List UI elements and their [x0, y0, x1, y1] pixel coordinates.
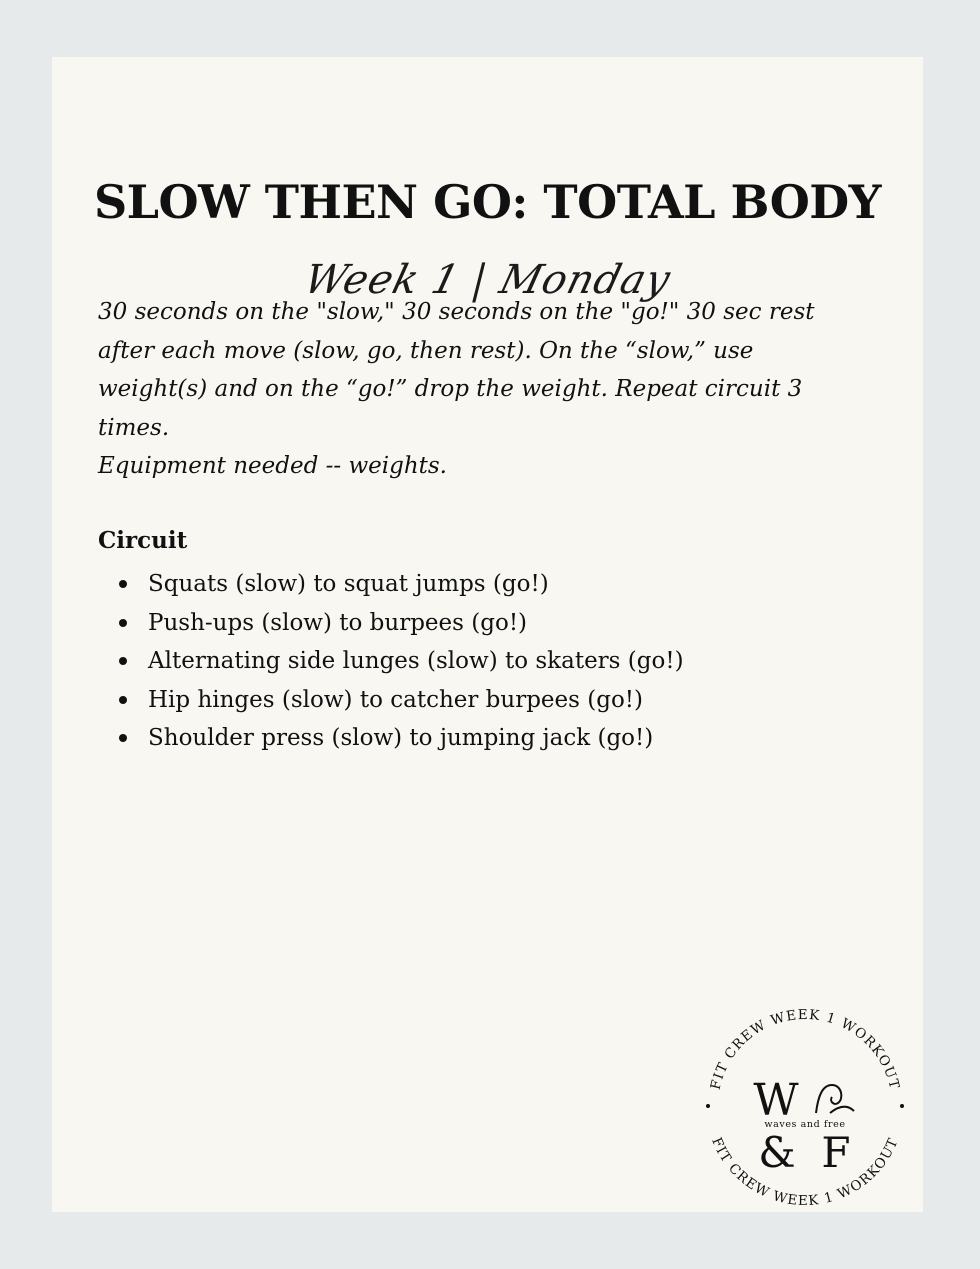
seal-ampersand: &: [758, 1128, 796, 1177]
bullet-icon: [119, 657, 127, 665]
bullet-icon: [119, 696, 127, 704]
list-item: [98, 565, 684, 604]
circuit-heading: Circuit: [98, 527, 188, 554]
bullet-icon: [119, 734, 127, 742]
brand-seal: [700, 1001, 910, 1211]
bullet-icon: [119, 619, 127, 627]
intro-text: [98, 293, 858, 486]
list-item-text: Push-ups (slow) to burpees (go!): [148, 609, 528, 636]
instructions-paragraph: 30 seconds on the "slow," 30 seconds on the "go!" 30 sec rest after each move (slow, go, then rest). On the “slow,” use weight(s) and on the “go!” drop the weight. Repeat circuit 3 times.: [98, 299, 815, 441]
seal-letter-w: W: [753, 1075, 799, 1126]
seal-bottom-text: FIT CREW WEEK 1 WORKOUT: [708, 1135, 902, 1210]
page-title: SLOW THEN GO: TOTAL BODY: [93, 175, 882, 229]
list-item-text: Squats (slow) to squat jumps (go!): [148, 571, 549, 597]
equipment-line: Equipment needed -- weights.: [98, 453, 447, 479]
seal-logo-icon: [700, 1001, 910, 1211]
seal-tagline: waves and free: [764, 1119, 846, 1130]
bullet-icon: [119, 580, 127, 588]
list-item: [98, 681, 684, 720]
seal-dot-left: [706, 1104, 710, 1108]
wave-icon: [816, 1085, 854, 1113]
list-item-text: Hip hinges (slow) to catcher burpees (go!): [148, 686, 644, 713]
list-item-text: Alternating side lunges (slow) to skaters (go!): [148, 648, 684, 674]
seal-letter-f: F: [821, 1128, 851, 1177]
circuit-list: [98, 565, 684, 758]
list-item-text: Shoulder press (slow) to jumping jack (go!): [148, 725, 654, 751]
page-subtitle: Week 1 | Monday: [299, 257, 676, 303]
list-item: [98, 642, 684, 681]
seal-top-text: FIT CREW WEEK 1 WORKOUT: [707, 1006, 903, 1092]
seal-dot-right: [900, 1104, 904, 1108]
list-item: [98, 604, 684, 643]
list-item: [98, 719, 684, 758]
workout-card: [52, 57, 923, 1212]
